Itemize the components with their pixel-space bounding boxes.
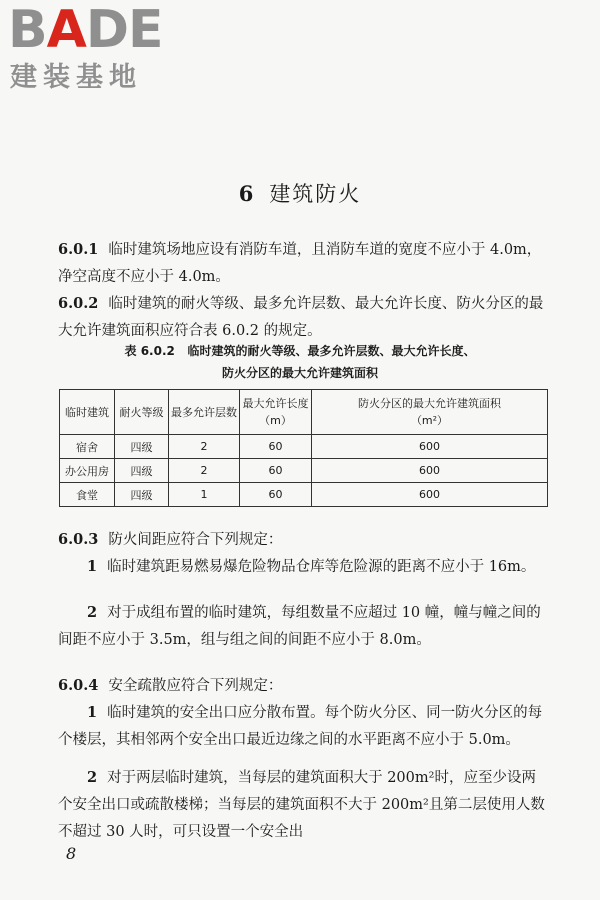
publisher-logo: [8, 2, 188, 102]
header-max-length: 最大允许长度 （m）: [240, 390, 312, 435]
chapter-heading: 建筑防火: [269, 182, 362, 206]
table-header-row: [60, 390, 548, 435]
chapter-title: [0, 178, 600, 208]
item-text: 对于成组布置的临时建筑，每组数量不应超过 10 幢，幢与幢之间的间距不应小于 3.5m，组与组之间的间距不应小于 8.0m。: [58, 605, 541, 648]
cell-max-area: 600: [312, 435, 548, 459]
clause-6-0-3-item-2: [58, 599, 548, 654]
clause-text: 临时建筑的耐火等级、最多允许层数、最大允许长度、防火分区的最大允许建筑面积应符合表 6.0.2 的规定。: [58, 296, 544, 339]
item-number: 2: [87, 769, 98, 786]
logo-subtitle: 建装基地: [10, 62, 142, 93]
header-max-floors: 最多允许层数: [169, 390, 240, 435]
cell-max-floors: 1: [169, 483, 240, 507]
clause-6-0-4-item-1: [58, 699, 548, 754]
page-number: 8: [66, 844, 77, 863]
cell-max-length: 60: [240, 459, 312, 483]
table-row: [60, 483, 548, 507]
clause-6-0-4-item-2: [58, 764, 548, 846]
logo-accent-letter: A: [46, 0, 86, 60]
cell-max-length: 60: [240, 435, 312, 459]
clause-6-0-3: [58, 526, 548, 554]
item-text: 对于两层临时建筑，当每层的建筑面积大于 200m²时，应至少设两个安全出口或疏散楼梯；当每层的建筑面积不大于 200m²且第二层使用人数不超过 30 人时，可只设置一个安全出: [58, 770, 545, 840]
clause-number: 6.0.3: [58, 531, 99, 548]
cell-building: 食堂: [60, 483, 115, 507]
item-text: 临时建筑距易燃易爆危险物品仓库等危险源的距离不应小于 16m。: [107, 559, 536, 575]
cell-max-length: 60: [240, 483, 312, 507]
cell-max-area: 600: [312, 459, 548, 483]
item-number: 1: [87, 704, 98, 721]
clause-text: 安全疏散应符合下列规定：: [108, 678, 283, 694]
cell-fire-rating: 四级: [115, 435, 169, 459]
clause-6-0-2: [58, 290, 548, 345]
table-caption-line2: 防火分区的最大允许建筑面积: [221, 366, 378, 380]
cell-building: 办公用房: [60, 459, 115, 483]
clause-text: 临时建筑场地应设有消防车道，且消防车道的宽度不应小于 4.0m，净空高度不应小于 4.0m。: [58, 242, 542, 285]
chapter-number: 6: [238, 181, 256, 206]
item-number: 1: [87, 558, 98, 575]
item-number: 2: [87, 604, 98, 621]
header-building: 临时建筑: [60, 390, 115, 435]
clause-6-0-1: [58, 236, 548, 291]
item-text: 临时建筑的安全出口应分散布置。每个防火分区、同一防火分区的每个楼层，其相邻两个安全出口最近边缘之间的水平距离不应小于 5.0m。: [58, 705, 543, 748]
table-caption-label: 表 6.0.2: [124, 344, 175, 358]
fire-spec-table: [59, 389, 548, 507]
cell-max-floors: 2: [169, 459, 240, 483]
header-max-area: 防火分区的最大允许建筑面积 （m²）: [312, 390, 548, 435]
clause-number: 6.0.2: [58, 295, 99, 312]
logo-wordmark: BADE: [8, 0, 163, 60]
clause-number: 6.0.4: [58, 677, 99, 694]
header-fire-rating: 耐火等级: [115, 390, 169, 435]
table-row: [60, 459, 548, 483]
cell-fire-rating: 四级: [115, 483, 169, 507]
cell-fire-rating: 四级: [115, 459, 169, 483]
cell-max-area: 600: [312, 483, 548, 507]
clause-6-0-3-item-1: [58, 553, 548, 581]
clause-6-0-4: [58, 672, 548, 700]
table-caption: [0, 340, 600, 384]
cell-building: 宿舍: [60, 435, 115, 459]
cell-max-floors: 2: [169, 435, 240, 459]
table-caption-line1: 表 6.0.2 临时建筑的耐火等级、最多允许层数、最大允许长度、: [124, 344, 476, 358]
clause-number: 6.0.1: [58, 241, 99, 258]
table-row: [60, 435, 548, 459]
clause-text: 防火间距应符合下列规定：: [108, 532, 283, 548]
